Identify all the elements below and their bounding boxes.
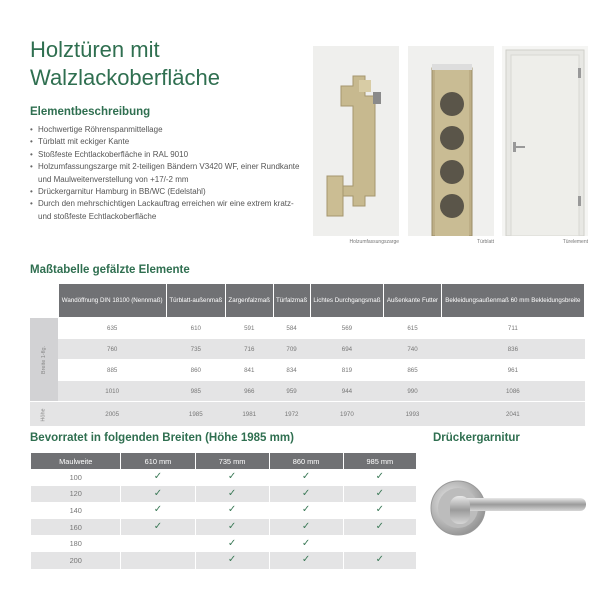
height-row-label-text: Höhe	[41, 407, 48, 422]
description-bullet: • Drückergarnitur Hamburg in BB/WC (Edelstahl)	[30, 186, 300, 198]
dimension-cell: 760	[58, 339, 166, 360]
stock-cell	[121, 535, 195, 552]
maulweite-cell: 200	[31, 552, 121, 569]
dimension-cell: 1993	[384, 402, 441, 427]
checkmark-icon: ✓	[301, 471, 311, 483]
checkmark-icon: ✓	[153, 504, 163, 516]
dimension-cell: 985	[166, 381, 225, 402]
dimension-row	[30, 381, 585, 402]
dimension-cell: 1972	[273, 402, 310, 427]
dimension-cell: 709	[273, 339, 310, 360]
stock-cell	[121, 552, 195, 569]
dimension-cell: 1970	[310, 402, 384, 427]
checkmark-icon: ✓	[153, 521, 163, 533]
width-row-label-text: Breite 1-flg.	[41, 345, 48, 374]
handle-heading: Drückergarnitur	[433, 432, 520, 444]
dimension-cell: 615	[384, 318, 441, 339]
height-row	[30, 402, 585, 427]
stock-table-heading: Bevorratet in folgenden Breiten (Höhe 1985 mm)	[30, 432, 294, 444]
stock-row	[31, 502, 417, 519]
door-leaf-image	[408, 46, 494, 236]
dimension-cell: 990	[384, 381, 441, 402]
dimension-cell: 959	[273, 381, 310, 402]
checkmark-icon: ✓	[227, 487, 237, 499]
checkmark-icon: ✓	[301, 487, 311, 499]
checkmark-icon: ✓	[301, 521, 311, 533]
checkmark-icon: ✓	[227, 537, 237, 549]
stock-cell	[343, 469, 416, 486]
stock-row	[31, 552, 417, 569]
checkmark-icon: ✓	[375, 554, 385, 566]
dimension-cell: 841	[225, 360, 273, 381]
stock-column-header: 860 mm	[269, 453, 343, 469]
stock-cell	[121, 469, 195, 486]
dimension-row	[30, 360, 585, 381]
stock-cell	[195, 486, 269, 503]
description-bullet: • Holzumfassungszarge mit 2-teiligen Bändern V3420 WF, einer Rundkante und Maulweitenverstellung von +17/-2 mm	[30, 161, 300, 186]
width-row-label	[30, 318, 58, 402]
stock-cell	[269, 469, 343, 486]
stock-cell	[121, 502, 195, 519]
dimension-column-header: Wandöffnung DIN 18100 (Nennmaß)	[58, 284, 166, 318]
checkmark-icon: ✓	[301, 554, 311, 566]
stock-cell	[343, 535, 416, 552]
stock-column-header: 735 mm	[195, 453, 269, 469]
dimension-row	[30, 318, 585, 339]
stock-cell	[269, 552, 343, 569]
dimension-cell: 635	[58, 318, 166, 339]
dimension-cell: 569	[310, 318, 384, 339]
dimension-cell: 1981	[225, 402, 273, 427]
stock-cell	[269, 535, 343, 552]
stock-cell	[269, 502, 343, 519]
stock-column-header: 985 mm	[343, 453, 416, 469]
dimension-cell: 694	[310, 339, 384, 360]
dimension-cell: 961	[441, 360, 584, 381]
dimension-cell: 711	[441, 318, 584, 339]
checkmark-icon: ✓	[301, 537, 311, 549]
frame-section-image	[313, 46, 399, 236]
caption-door-leaf: Türblatt	[477, 239, 494, 245]
stock-cell	[343, 552, 416, 569]
dimension-column-header: Zargenfalzmaß	[225, 284, 273, 318]
stock-row	[31, 486, 417, 503]
dimension-column-header: Lichtes Durchgangsmaß	[310, 284, 384, 318]
checkmark-icon: ✓	[227, 504, 237, 516]
stock-cell	[343, 502, 416, 519]
stock-cell	[195, 552, 269, 569]
checkmark-icon: ✓	[227, 554, 237, 566]
element-description-heading: Elementbeschreibung	[30, 106, 151, 118]
dimension-cell: 836	[441, 339, 584, 360]
dimension-cell: 885	[58, 360, 166, 381]
dimension-cell: 716	[225, 339, 273, 360]
description-bullet: • Türblatt mit eckiger Kante	[30, 136, 300, 148]
stock-row	[31, 469, 417, 486]
stock-cell	[343, 486, 416, 503]
stock-cell	[195, 502, 269, 519]
page-title	[30, 36, 220, 92]
stock-cell	[269, 486, 343, 503]
dimension-cell: 966	[225, 381, 273, 402]
dimension-cell: 610	[166, 318, 225, 339]
stock-cell	[195, 469, 269, 486]
checkmark-icon: ✓	[227, 521, 237, 533]
description-bullet: • Durch den mehrschichtigen Lackauftrag erreichen wir eine extrem kratz- und stoßfeste Echtlackoberfläche	[30, 198, 300, 223]
dimension-cell: 735	[166, 339, 225, 360]
dimension-cell: 584	[273, 318, 310, 339]
stock-cell	[121, 519, 195, 536]
dimension-cell: 865	[384, 360, 441, 381]
caption-frame: Holzumfassungszarge	[349, 239, 399, 245]
checkmark-icon: ✓	[375, 504, 385, 516]
checkmark-icon: ✓	[153, 471, 163, 483]
checkmark-icon: ✓	[375, 471, 385, 483]
caption-door-element: Türelement	[562, 239, 588, 245]
maulweite-cell: 120	[31, 486, 121, 503]
dimension-cell: 860	[166, 360, 225, 381]
dimension-table-heading: Maßtabelle gefälzte Elemente	[30, 264, 190, 276]
stock-table	[30, 453, 416, 569]
stock-row	[31, 535, 417, 552]
corner-cell	[30, 284, 58, 318]
maulweite-cell: 100	[31, 469, 121, 486]
stock-cell	[343, 519, 416, 536]
checkmark-icon: ✓	[227, 471, 237, 483]
dimension-cell: 819	[310, 360, 384, 381]
stock-row	[31, 519, 417, 536]
stock-cell	[269, 519, 343, 536]
height-row-label	[30, 402, 58, 427]
dimension-row	[30, 339, 585, 360]
dimension-column-header: Türfalzmaß	[273, 284, 310, 318]
stock-cell	[121, 486, 195, 503]
lever-handle-image	[430, 470, 590, 540]
title-line-1: Holztüren mit	[30, 37, 160, 62]
dimension-cell: 1010	[58, 381, 166, 402]
stock-column-header: 610 mm	[121, 453, 195, 469]
dimension-table	[30, 283, 585, 427]
dimension-cell: 1086	[441, 381, 584, 402]
dimension-cell: 834	[273, 360, 310, 381]
stock-cell	[195, 519, 269, 536]
dimension-cell: 591	[225, 318, 273, 339]
checkmark-icon: ✓	[375, 487, 385, 499]
frame-section-photo	[313, 46, 399, 236]
description-bullet: • Stoßfeste Echtlackoberfläche in RAL 9010	[30, 149, 300, 161]
maulweite-cell: 180	[31, 535, 121, 552]
dimension-cell: 2005	[58, 402, 166, 427]
checkmark-icon: ✓	[301, 504, 311, 516]
door-element-image	[502, 46, 588, 236]
maulweite-cell: 160	[31, 519, 121, 536]
dimension-column-header: Bekleidungsaußenmaß 60 mm Bekleidungsbreite	[441, 284, 584, 318]
checkmark-icon: ✓	[375, 521, 385, 533]
dimension-cell: 944	[310, 381, 384, 402]
title-line-2: Walzlackoberfläche	[30, 65, 220, 90]
dimension-column-header: Türblatt-außenmaß	[166, 284, 225, 318]
stock-column-header: Maulweite	[31, 453, 121, 469]
door-leaf-photo	[408, 46, 494, 236]
description-bullet: • Hochwertige Röhrenspanmittellage	[30, 124, 300, 136]
element-description-list	[30, 124, 300, 223]
dimension-cell: 740	[384, 339, 441, 360]
handle-photo	[430, 470, 590, 540]
dimension-cell: 1985	[166, 402, 225, 427]
door-element-photo	[502, 46, 588, 236]
dimension-column-header: Außenkante Futter	[384, 284, 441, 318]
dimension-cell: 2041	[441, 402, 584, 427]
checkmark-icon: ✓	[153, 487, 163, 499]
maulweite-cell: 140	[31, 502, 121, 519]
stock-cell	[195, 535, 269, 552]
